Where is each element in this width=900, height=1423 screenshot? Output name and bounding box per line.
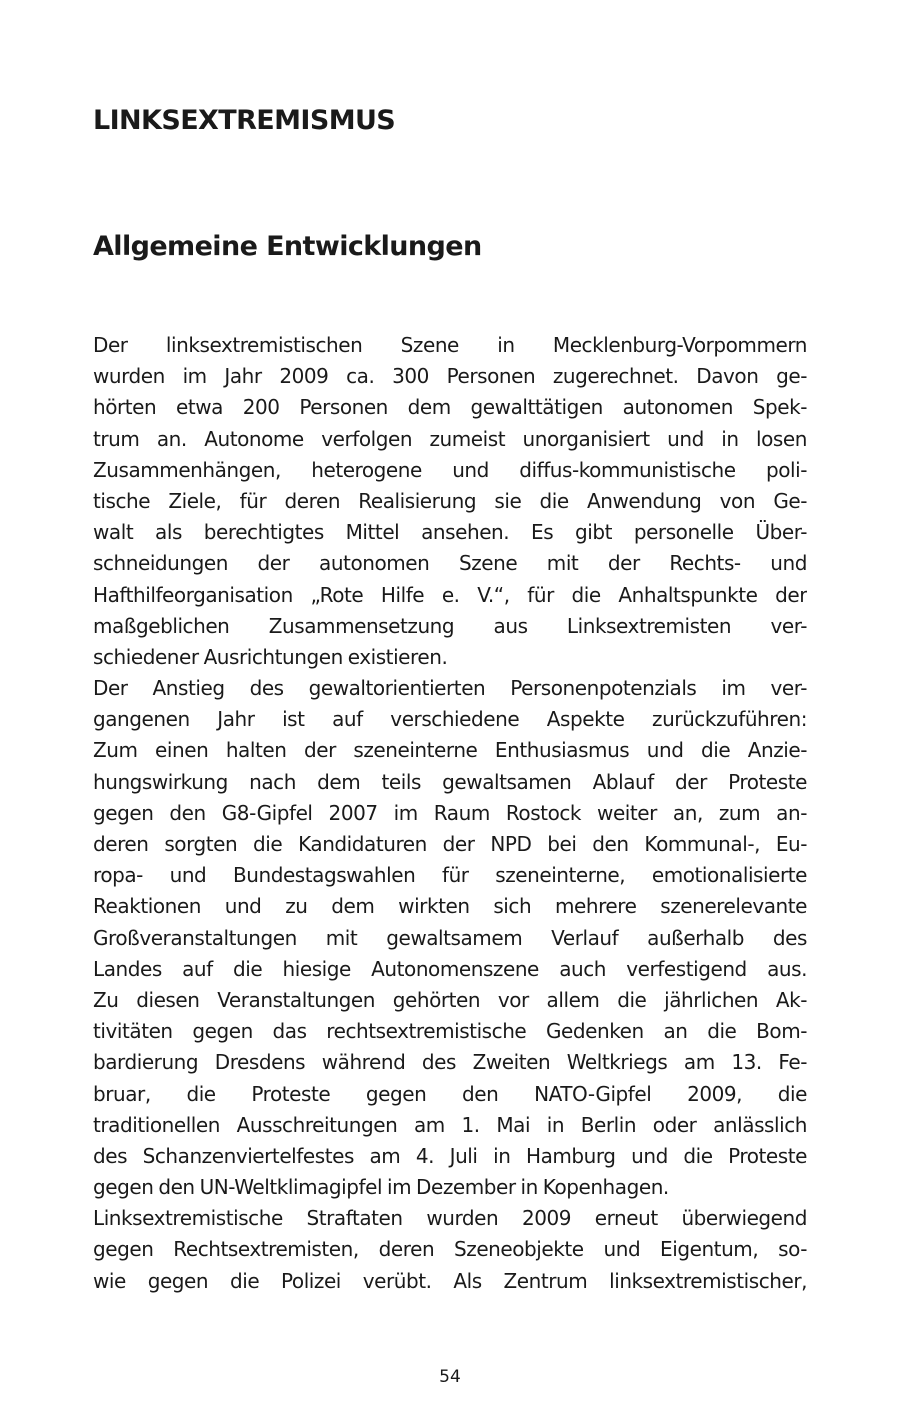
text-line: bruar, die Proteste gegen den NATO-Gipfel 2009, die xyxy=(93,1081,807,1106)
text-line: Zu diesen Veranstaltungen gehörten vor allem die jährlichen Ak- xyxy=(93,987,807,1012)
text-line: tische Ziele, für deren Realisierung sie die Anwendung von Ge- xyxy=(93,488,807,513)
text-line: gangenen Jahr ist auf verschiedene Aspekte zurückzuführen: xyxy=(93,707,807,732)
paragraph-3 xyxy=(93,1203,807,1297)
text-line: Reaktionen und zu dem wirkten sich mehrere szenerelevante xyxy=(93,894,807,919)
text-line: schneidungen der autonomen Szene mit der Rechts- und xyxy=(93,551,807,576)
text-line: Zusammenhängen, heterogene und diffus-kommunistische poli- xyxy=(93,457,807,482)
text-line: Großveranstaltungen mit gewaltsamem Verlauf außerhalb des xyxy=(93,925,807,950)
text-line: Zum einen halten der szeneinterne Enthusiasmus und die Anzie- xyxy=(93,738,807,763)
text-line: wie gegen die Polizei verübt. Als Zentrum linksextremistischer, xyxy=(93,1268,807,1293)
text-line: traditionellen Ausschreitungen am 1. Mai in Berlin oder anlässlich xyxy=(93,1112,807,1137)
text-line: Landes auf die hiesige Autonomenszene auch verfestigend aus. xyxy=(93,956,807,981)
body-text xyxy=(93,330,807,1297)
text-line: maßgeblichen Zusammensetzung aus Linksextremisten ver- xyxy=(93,613,807,638)
text-line: gegen Rechtsextremisten, deren Szeneobjekte und Eigentum, so- xyxy=(93,1237,807,1262)
section-title: Allgemeine Entwicklungen xyxy=(93,231,482,262)
paragraph-1 xyxy=(93,330,807,673)
page-number: 54 xyxy=(439,1367,461,1387)
text-line: bardierung Dresdens während des Zweiten Weltkriegs am 13. Fe- xyxy=(93,1050,807,1075)
text-line: Hafthilfeorganisation „Rote Hilfe e. V.“, für die Anhaltspunkte der xyxy=(93,582,807,607)
text-line: gegen den UN-Weltklimagipfel im Dezember in Kopenhagen. xyxy=(93,1175,669,1200)
text-line: hungswirkung nach dem teils gewaltsamen Ablauf der Proteste xyxy=(93,769,807,794)
paragraph-2 xyxy=(93,673,807,1203)
text-line: Der linksextremistischen Szene in Mecklenburg-Vorpommern xyxy=(93,333,807,357)
text-line: tivitäten gegen das rechtsextremistische Gedenken an die Bom- xyxy=(93,1019,807,1044)
text-line: deren sorgten die Kandidaturen der NPD bei den Kommunal-, Eu- xyxy=(93,832,807,856)
text-line: gegen den G8-Gipfel 2007 im Raum Rostock weiter an, zum an- xyxy=(93,800,807,825)
text-line: trum an. Autonome verfolgen zumeist unorganisiert und in losen xyxy=(93,426,807,451)
text-line: Der Anstieg des gewaltorientierten Personenpotenzials im ver- xyxy=(93,676,807,701)
text-line: walt als berechtigtes Mittel ansehen. Es gibt personelle Über- xyxy=(93,520,807,545)
text-line: Linksextremistische Straftaten wurden 2009 erneut überwiegend xyxy=(93,1206,807,1231)
text-line: ropa- und Bundestagswahlen für szeneinterne, emotionalisierte xyxy=(93,863,807,888)
text-line: des Schanzenviertelfestes am 4. Juli in Hamburg und die Proteste xyxy=(93,1143,807,1168)
text-line: wurden im Jahr 2009 ca. 300 Personen zugerechnet. Davon ge- xyxy=(93,364,807,389)
text-line: hörten etwa 200 Personen dem gewalttätigen autonomen Spek- xyxy=(93,395,807,420)
chapter-title: LINKSEXTREMISMUS xyxy=(93,105,396,136)
text-line: schiedener Ausrichtungen existieren. xyxy=(93,644,448,669)
